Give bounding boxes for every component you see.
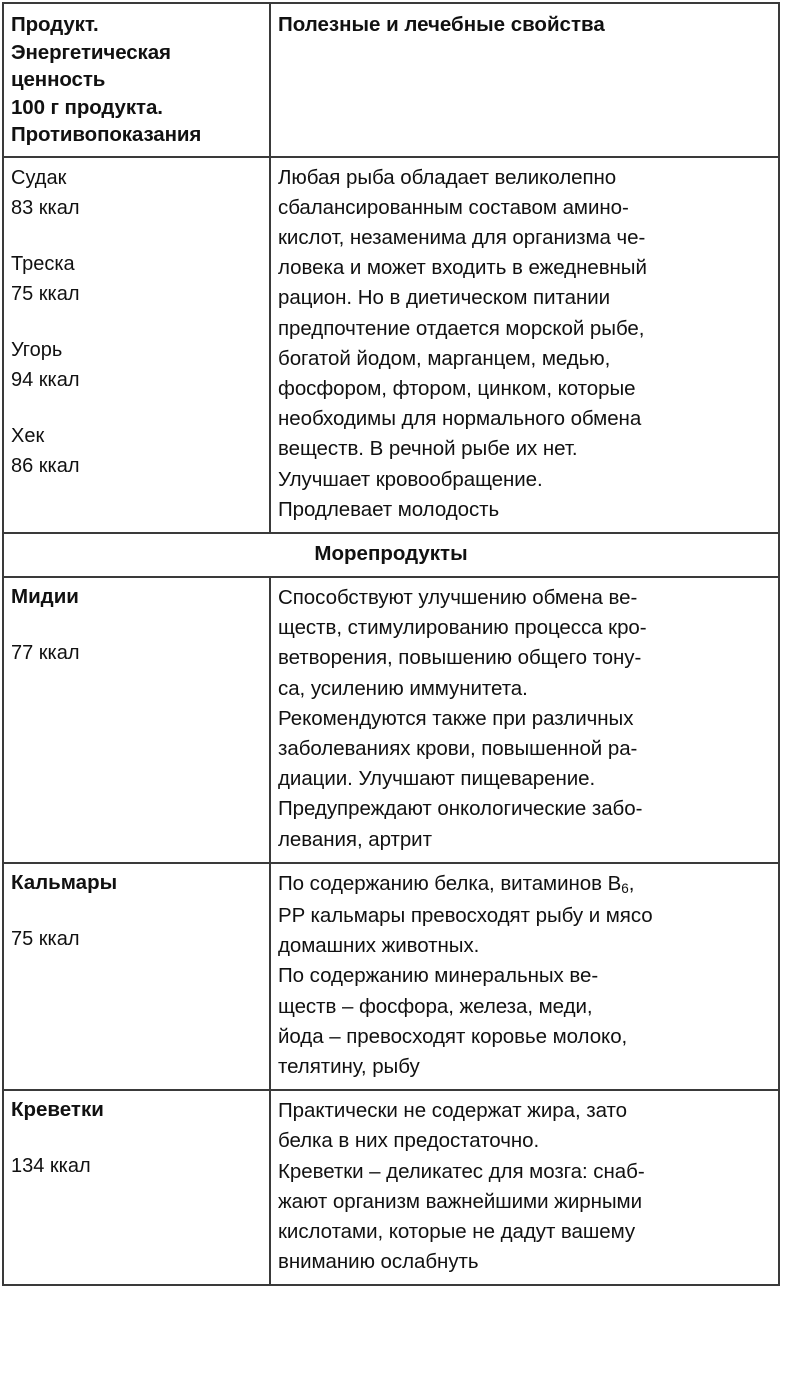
text-line: Любая рыба обладает великолепно (278, 165, 617, 189)
text-line: белка в них предостаточно. (278, 1129, 540, 1153)
text-line: PP кальмары превосходят рыбу и мясо (278, 903, 653, 927)
fish-kcal: 94 ккал (11, 368, 80, 391)
text-line: Способствуют улучшению обмена ве- (278, 585, 638, 609)
fish-kcal: 86 ккал (11, 454, 80, 477)
seafood-name: Мидии (11, 584, 79, 608)
text-line: ветворения, повышению общего тону- (278, 646, 642, 670)
cell-fish-products (3, 157, 270, 533)
text-line: заболеваниях крови, повышенной ра- (278, 736, 638, 760)
table-row-fish (3, 157, 779, 533)
fish-properties-text (278, 163, 771, 525)
cell-seafood-product (3, 1090, 270, 1285)
text-line: вниманию ослабнуть (278, 1250, 479, 1274)
fish-product-list (11, 163, 262, 481)
nutrition-table (2, 2, 780, 1286)
fish-name: Судак (11, 166, 67, 189)
seafood-kcal: 134 ккал (11, 1155, 91, 1178)
text-line: сбалансированным составом амино- (278, 195, 629, 219)
spacer (11, 897, 262, 925)
text-line: богатой йодом, марганцем, медью, (278, 346, 611, 370)
fish-item (11, 163, 262, 223)
fish-name: Хек (11, 424, 45, 447)
section-title-seafood: Морепродукты (3, 533, 779, 577)
table-header-row (3, 3, 779, 157)
seafood-kcal: 77 ккал (11, 641, 80, 664)
fish-name: Угорь (11, 338, 63, 361)
text-line: Предупреждают онкологические забо- (278, 797, 643, 821)
text-line: Улучшает кровообращение. (278, 467, 543, 491)
cell-seafood-product (3, 863, 270, 1090)
header-cell-product (3, 3, 270, 157)
text-line: левания, артрит (278, 827, 432, 851)
seafood-properties-text (278, 583, 771, 855)
cell-fish-properties (270, 157, 779, 533)
spacer (11, 611, 262, 639)
fish-kcal: 83 ккал (11, 196, 80, 219)
text-line: необходимы для нормального обмена (278, 407, 642, 431)
cell-seafood-properties (270, 577, 779, 863)
spacer (11, 1124, 262, 1152)
text-line: ществ – фосфора, железа, меди, (278, 994, 593, 1018)
text-line: По содержанию белка, витаминов $B_6$, (278, 871, 635, 897)
text-line: жают организм важнейшими жирными (278, 1189, 642, 1213)
fish-kcal: 75 ккал (11, 282, 80, 305)
cell-seafood-properties (270, 863, 779, 1090)
seafood-properties-text (278, 1096, 771, 1277)
table-row-seafood (3, 1090, 779, 1285)
text-line: веществ. В речной рыбе их нет. (278, 437, 578, 461)
table-body (3, 3, 779, 1285)
text-line: По содержанию минеральных ве- (278, 964, 599, 988)
cell-seafood-properties (270, 1090, 779, 1285)
text-line: домашних животных. (278, 934, 480, 958)
seafood-name: Кальмары (11, 870, 118, 894)
text-line: фосфором, фтором, цинком, которые (278, 376, 636, 400)
text-line: кислот, незаменима для организма че- (278, 225, 646, 249)
cell-seafood-product (3, 577, 270, 863)
text-line: ществ, стимулированию процесса кро- (278, 616, 647, 640)
text-line: рацион. Но в диетическом питании (278, 286, 611, 310)
header-cell-properties: Полезные и лечебные свойства (270, 3, 779, 157)
text-line: Креветки – деликатес для мозга: снаб- (278, 1159, 645, 1183)
seafood-kcal: 75 ккал (11, 927, 80, 950)
table-row-seafood (3, 863, 779, 1090)
subscript: 6 (621, 881, 629, 897)
fish-name: Треска (11, 252, 75, 275)
text-line: Рекомендуются также при различных (278, 706, 634, 730)
header-line: 100 г продукта. (11, 95, 163, 119)
text-line: диации. Улучшают пищеварение. (278, 767, 596, 791)
header-line: Энергетическая (11, 40, 171, 64)
text-line: кислотами, которые не дадут вашему (278, 1220, 636, 1243)
text-line: телятину, рыбу (278, 1054, 420, 1078)
seafood-properties-text (278, 869, 771, 1082)
table-row-section-divider (3, 533, 779, 577)
fish-item (11, 335, 262, 395)
fish-item (11, 421, 262, 481)
text-line: предпочтение отдается морской рыбе, (278, 316, 645, 340)
text-line: Продлевает молодость (278, 497, 500, 521)
seafood-name: Креветки (11, 1098, 104, 1122)
text-line: йода – превосходят коровье молоко, (278, 1024, 628, 1048)
text-line: ловека и может входить в ежедневный (278, 256, 647, 280)
header-line: Противопоказания (11, 123, 202, 146)
fish-item (11, 249, 262, 309)
text-line: Практически не содержат жира, зато (278, 1099, 627, 1123)
header-line: Продукт. (11, 13, 99, 36)
text-line: са, усилению иммунитета. (278, 676, 528, 700)
table-row-seafood (3, 577, 779, 863)
header-line: ценность (11, 68, 106, 91)
